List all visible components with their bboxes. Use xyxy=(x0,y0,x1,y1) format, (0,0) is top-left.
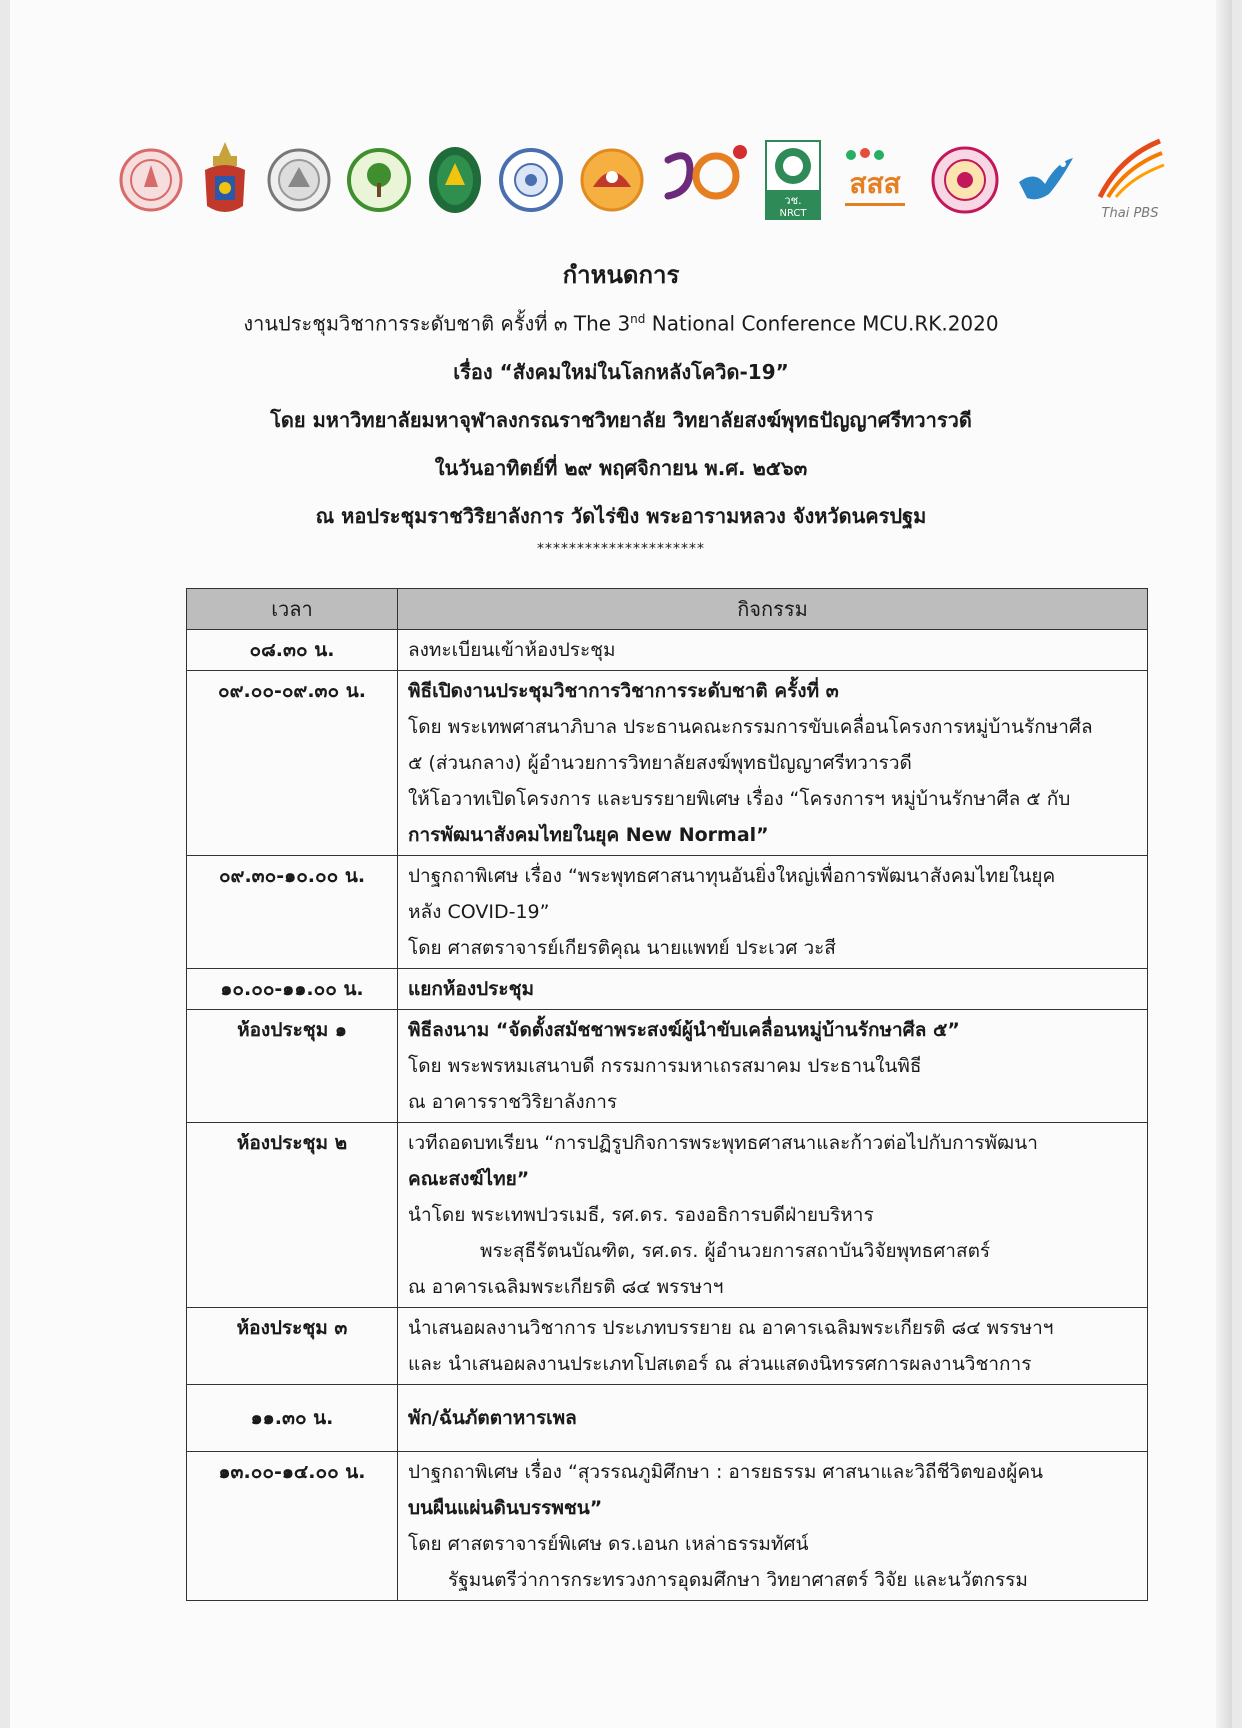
schedule-table xyxy=(186,588,1148,1601)
time-cell: ๐๙.๐๐-๐๙.๓๐ น. xyxy=(187,671,398,856)
table-row xyxy=(187,1308,1148,1385)
time-cell: ๑๐.๐๐-๑๑.๐๐ น. xyxy=(187,969,398,1010)
activity-line: พิธีลงนาม “จัดตั้งสมัชชาพระสงฆ์ผู้นำขับเคลื่อนหมู่บ้านรักษาศีล ๕” xyxy=(408,1019,960,1041)
column-header-activity: กิจกรรม xyxy=(398,589,1148,630)
table-header-row xyxy=(187,589,1148,630)
activity-line: หลัง COVID-19” xyxy=(408,901,550,923)
activity-line: พัก/ฉันภัตตาหารเพล xyxy=(408,1407,577,1429)
page-title: กำหนดการ xyxy=(562,261,680,289)
svg-text:วช.: วช. xyxy=(784,194,802,207)
activity-line: นำเสนอผลงานวิชาการ ประเภทบรรยาย ณ อาคารเฉลิมพระเกียรติ ๘๔ พรรษาฯ xyxy=(408,1317,1054,1339)
document-page xyxy=(10,0,1232,1728)
time-cell: ห้องประชุม ๑ xyxy=(187,1010,398,1123)
time-cell: ๑๓.๐๐-๑๔.๐๐ น. xyxy=(187,1452,398,1601)
activity-line: ลงทะเบียนเข้าห้องประชุม xyxy=(408,639,616,661)
activity-cell xyxy=(398,1452,1148,1601)
divider: ********************* xyxy=(537,540,705,557)
activity-cell xyxy=(398,1010,1148,1123)
conference-date: ในวันอาทิตย์ที่ ๒๙ พฤศจิกายน พ.ศ. ๒๕๖๓ xyxy=(434,455,808,480)
activity-line: ปาฐกถาพิเศษ เรื่อง “พระพุทธศาสนาทุนอันยิ่งใหญ่เพื่อการพัฒนาสังคมไทยในยุค xyxy=(408,865,1056,887)
table-row xyxy=(187,1452,1148,1601)
activity-line: ให้โอวาทเปิดโครงการ และบรรยายพิเศษ เรื่อง “โครงการฯ หมู่บ้านรักษาศีล ๕ กับ xyxy=(408,788,1071,810)
activity-line: และ นำเสนอผลงานประเภทโปสเตอร์ ณ ส่วนแสดงนิทรรศการผลงานวิชาการ xyxy=(408,1353,1032,1375)
green-shield-icon xyxy=(427,145,483,215)
table-row xyxy=(187,630,1148,671)
activity-line: รัฐมนตรีว่าการกระทรวงการอุดมศึกษา วิทยาศาสตร์ วิจัย และนวัตกรรม xyxy=(448,1569,1028,1591)
tree-seal-icon xyxy=(346,147,412,213)
activity-cell xyxy=(398,630,1148,671)
table-row xyxy=(187,1123,1148,1308)
activity-line: การพัฒนาสังคมไทยในยุค New Normal” xyxy=(408,824,769,846)
table-row xyxy=(187,969,1148,1010)
schedule-header xyxy=(10,262,1232,557)
wheel-seal-icon xyxy=(930,145,1000,215)
orange-seal-icon xyxy=(579,147,645,213)
activity-cell xyxy=(398,969,1148,1010)
blue-seal-icon xyxy=(498,147,564,213)
column-header-time: เวลา xyxy=(187,589,398,630)
activity-line: พิธีเปิดงานประชุมวิชาการวิชาการระดับชาติ ครั้งที่ ๓ xyxy=(408,680,839,702)
activity-line: โดย ศาสตราจารย์พิเศษ ดร.เอนก เหล่าธรรมทัศน์ xyxy=(408,1533,809,1555)
conference-venue: ณ หอประชุมราชวิริยาลังการ วัดไร่ขิง พระอารามหลวง จังหวัดนครปฐม xyxy=(315,503,927,528)
activity-cell xyxy=(398,671,1148,856)
conference-name: งานประชุมวิชาการระดับชาติ ครั้งที่ ๓ The 3nd National Conference MCU.RK.2020 xyxy=(243,311,999,336)
logo-strip xyxy=(118,130,1168,230)
institution-seal-icon xyxy=(118,147,184,213)
activity-line: พระสุธีรัตนบัณฑิต, รศ.ดร. ผู้อำนวยการสถาบันวิจัยพุทธศาสตร์ xyxy=(480,1240,991,1262)
activity-cell xyxy=(398,1385,1148,1452)
activity-line: โดย พระพรหมเสนาบดี กรรมการมหาเถรสมาคม ประธานในพิธี xyxy=(408,1055,922,1077)
time-cell: ๐๙.๓๐-๑๐.๐๐ น. xyxy=(187,856,398,969)
svg-text:Thai PBS: Thai PBS xyxy=(1101,206,1159,221)
activity-line: โดย ศาสตราจารย์เกียรติคุณ นายแพทย์ ประเวศ วะสี xyxy=(408,937,836,959)
thai-pbs-icon xyxy=(1090,137,1168,223)
activity-line: บนผืนแผ่นดินบรรพชน” xyxy=(408,1497,603,1519)
anniversary-30-icon xyxy=(660,140,750,220)
conference-organizer: โดย มหาวิทยาลัยมหาจุฬาลงกรณราชวิทยาลัย วิทยาลัยสงฆ์พุทธปัญญาศรีทวารวดี xyxy=(270,407,972,432)
nrct-icon xyxy=(765,140,821,220)
thaihealth-icon xyxy=(835,145,915,215)
activity-line: ๕ (ส่วนกลาง) ผู้อำนวยการวิทยาลัยสงฆ์พุทธปัญญาศรีทวารวดี xyxy=(408,752,912,774)
activity-line: เวทีถอดบทเรียน “การปฏิรูปกิจการพระพุทธศาสนาและก้าวต่อไปกับการพัฒนา xyxy=(408,1132,1038,1154)
time-cell: ห้องประชุม ๓ xyxy=(187,1308,398,1385)
table-row xyxy=(187,671,1148,856)
activity-cell xyxy=(398,1123,1148,1308)
activity-line: แยกห้องประชุม xyxy=(408,978,534,1000)
time-cell: ๐๘.๓๐ น. xyxy=(187,630,398,671)
activity-line: ณ อาคารเฉลิมพระเกียรติ ๘๔ พรรษาฯ xyxy=(408,1276,724,1298)
activity-cell xyxy=(398,1308,1148,1385)
university-seal-icon xyxy=(266,147,332,213)
time-cell: ห้องประชุม ๒ xyxy=(187,1123,398,1308)
activity-line: นำโดย พระเทพปวรเมธี, รศ.ดร. รองอธิการบดีฝ่ายบริหาร xyxy=(408,1204,874,1226)
table-row xyxy=(187,1385,1148,1452)
svg-text:สสส: สสส xyxy=(849,167,902,200)
activity-line: ปาฐกถาพิเศษ เรื่อง “สุวรรณภูมิศึกษา : อารยธรรม ศาสนาและวิถีชีวิตของผู้คน xyxy=(408,1461,1044,1483)
activity-cell xyxy=(398,856,1148,969)
activity-line: โดย พระเทพศาสนาภิบาล ประธานคณะกรรมการขับเคลื่อนโครงการหมู่บ้านรักษาศีล xyxy=(408,716,1093,738)
activity-line: คณะสงฆ์ไทย” xyxy=(408,1168,530,1190)
svg-text:NRCT: NRCT xyxy=(779,208,807,219)
activity-line: ณ อาคารราชวิริยาลังการ xyxy=(408,1091,618,1113)
page-edge-shadow xyxy=(1216,0,1232,1728)
table-row xyxy=(187,856,1148,969)
royal-crest-icon xyxy=(199,140,251,220)
bird-icon xyxy=(1015,150,1075,210)
table-row xyxy=(187,1010,1148,1123)
time-cell: ๑๑.๓๐ น. xyxy=(187,1385,398,1452)
conference-topic: เรื่อง “สังคมใหม่ในโลกหลังโควิด-19” xyxy=(453,359,789,384)
